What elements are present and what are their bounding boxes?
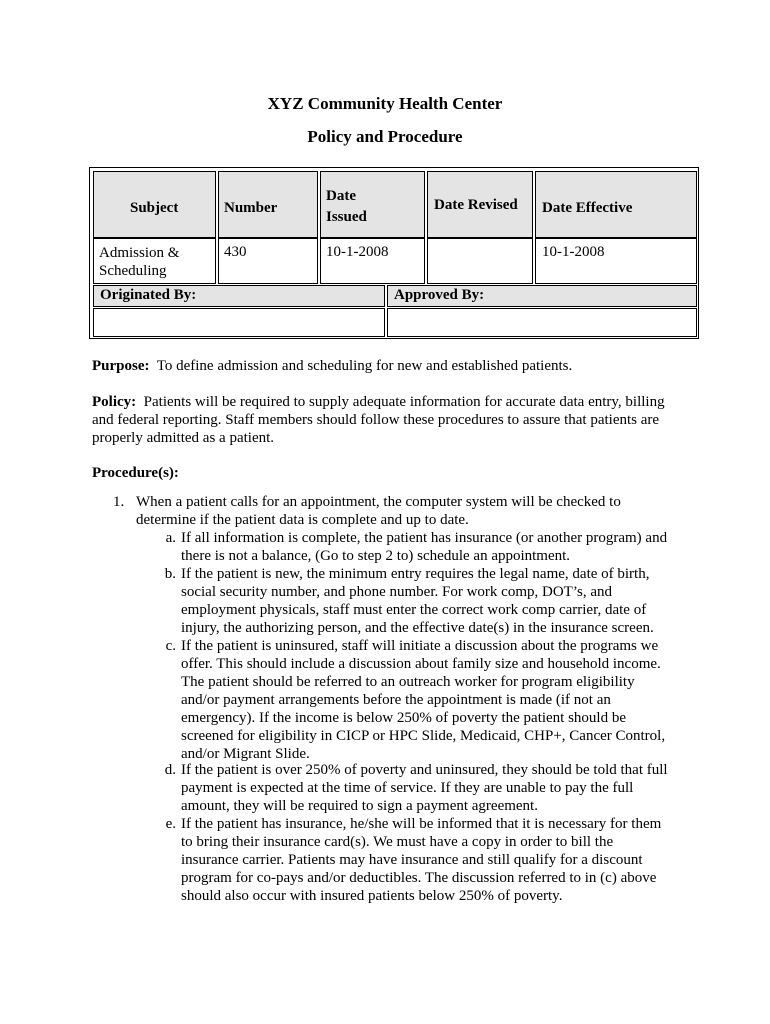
number-header: Number <box>218 171 318 238</box>
sub-item-text: If the patient has insurance, he/she will be informed that it is necessary for them to bring their insurance card(s). We must have a copy in order to bill the insurance carrier. Patients may have insurance and still qualify for a discount program for co-pays and/or deductibles. The discussion referred to in (c) above should also occur with insured patients below 250% of poverty. <box>181 816 662 904</box>
originated-by-field <box>93 308 385 337</box>
purpose-label: Purpose: <box>92 358 150 374</box>
date-issued-header: Date Issued <box>320 171 425 238</box>
purpose-text: To define admission and scheduling for new and established patients. <box>156 358 573 374</box>
date-revised-value <box>427 238 533 284</box>
originated-by-label: Originated By: <box>93 285 385 307</box>
org-title: XYZ Community Health Center <box>267 94 503 113</box>
policy-paragraph <box>92 393 682 447</box>
sub-item-text: If all information is complete, the patient has insurance (or another program) and there is not a balance, (Go to step 2 to) schedule an appointment. <box>181 530 668 564</box>
sub-item-text: If the patient is uninsured, staff will initiate a discussion about the programs we offer. This should include a discussion about family size and household income. The patient should be referred to an outreach worker for program eligibility and/or payment arrangements before the appointment is made (if not an emergency). If the income is below 250% of poverty the patient should be screened for eligibility in CICP or HPC Slide, Medicaid, CHP+, Cancer Control, and/or Migrant Slide. <box>181 638 666 762</box>
date-revised-header: Date Revised <box>427 171 533 238</box>
procedure-text: When a patient calls for an appointment, the computer system will be checked to determine if the patient data is complete and up to date. <box>136 494 621 528</box>
sub-item-letter: b. <box>164 566 176 582</box>
date-effective-value: 10-1-2008 <box>535 238 697 284</box>
approved-by-field <box>387 308 697 337</box>
sub-item-text: If the patient is new, the minimum entry requires the legal name, date of birth, social security number, and phone number. For work comp, DOT’s, and employment physicals, staff must enter the correct work comp carrier, date of injury, the authorizing person, and the effective date(s) in the insurance screen. <box>181 566 654 636</box>
subject-value: Admission & Scheduling <box>93 238 216 284</box>
purpose-paragraph <box>92 357 692 375</box>
sub-item-letter: a. <box>165 530 176 546</box>
procedure-heading: Procedure(s): <box>92 465 179 481</box>
subject-header: Subject <box>93 171 216 238</box>
procedure-number: 1. <box>113 494 125 510</box>
policy-text: Patients will be required to supply adequate information for accurate data entry, billing and federal reporting. Staff members should follow these procedures to assure that patients are properly admitted as a patient. <box>92 394 665 446</box>
number-value: 430 <box>218 238 318 284</box>
date-issued-value: 10-1-2008 <box>320 238 425 284</box>
approved-by-label: Approved By: <box>387 285 697 307</box>
sub-item-text: If the patient is over 250% of poverty and uninsured, they should be told that full payment is expected at the time of service. If they are unable to pay the full amount, they will be required to sign a payment agreement. <box>181 762 668 814</box>
doc-type-title: Policy and Procedure <box>307 127 463 146</box>
policy-info-table <box>89 167 699 339</box>
policy-label: Policy: <box>92 394 137 410</box>
sub-item-letter: d. <box>164 762 176 778</box>
date-effective-header: Date Effective <box>535 171 697 238</box>
sub-item-letter: e. <box>165 816 176 832</box>
sub-item-letter: c. <box>165 638 176 654</box>
